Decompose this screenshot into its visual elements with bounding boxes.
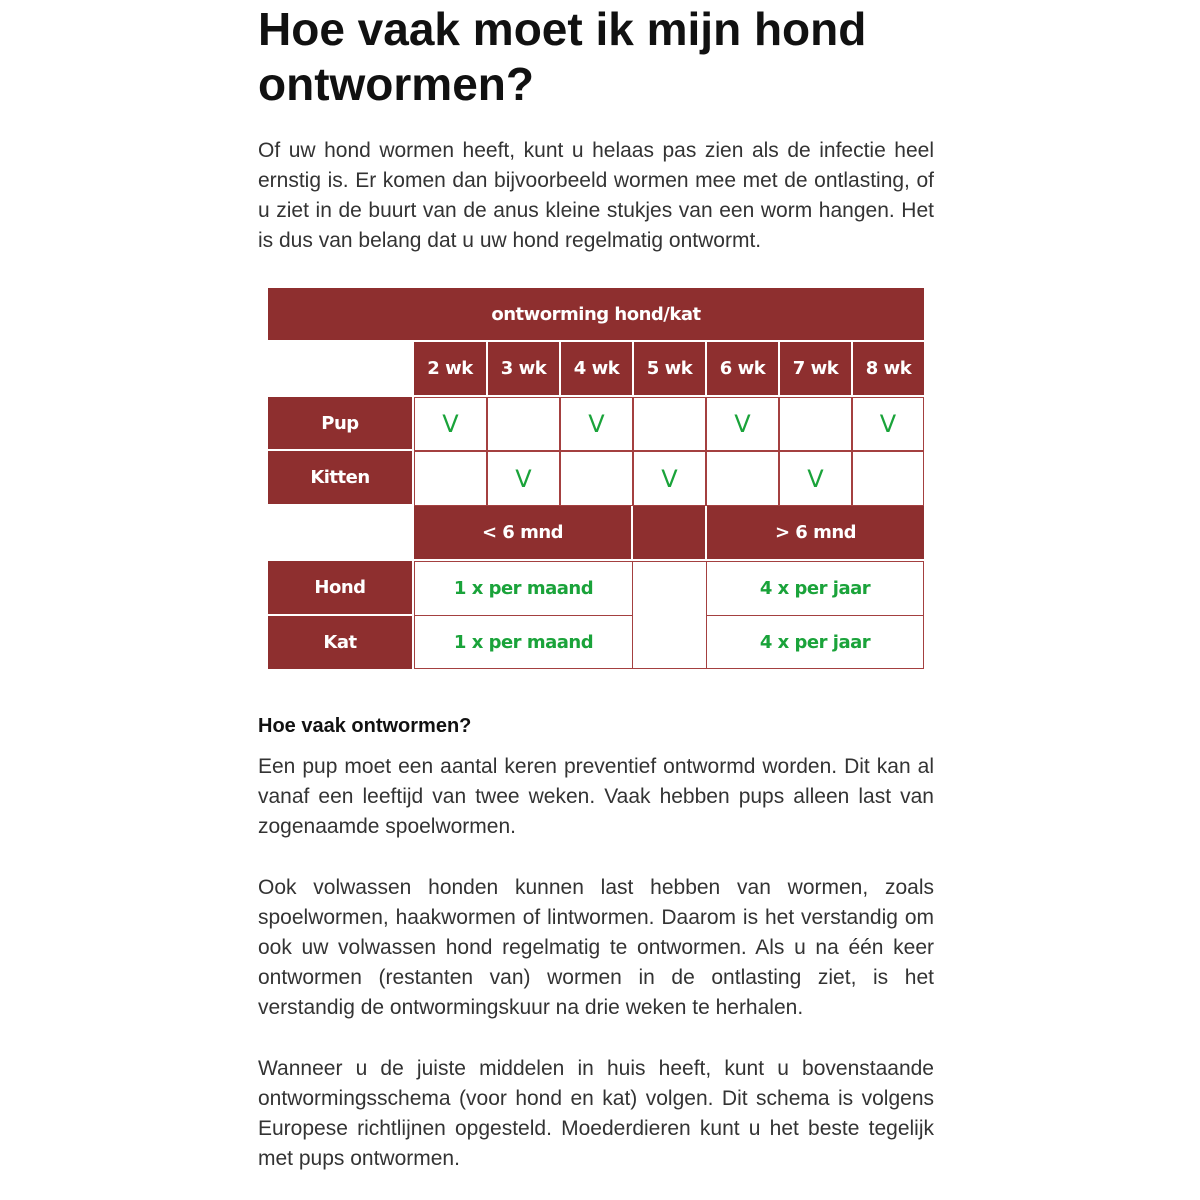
- frequency-cell: 1 x per maand: [414, 615, 633, 669]
- schedule-mark: [560, 451, 633, 506]
- schedule-mark: V: [852, 397, 924, 451]
- week-header: 3 wk: [488, 342, 559, 395]
- frequency-cell: 4 x per jaar: [706, 561, 924, 616]
- schedule-mark: [633, 397, 706, 451]
- row-label-kat: Kat: [268, 616, 412, 669]
- schedule-mark: [706, 451, 779, 506]
- empty-cell: [632, 561, 707, 669]
- body-paragraph: Ook volwassen honden kunnen last hebben van wormen, zoals spoelwormen, haakwormen of lintwormen. Daarom is het verstandig om ook uw volwassen hond regelmatig te ontwormen. Als u na één keer ontwormen (restanten van) wormen in de ontlasting ziet, is het verstandig de ontwormingskuur na drie weken te herhalen.: [258, 876, 934, 1019]
- schedule-mark: V: [633, 451, 706, 506]
- age-header-young: < 6 mnd: [414, 506, 631, 559]
- row-label-pup: Pup: [268, 397, 412, 449]
- age-header-adult: > 6 mnd: [707, 506, 924, 559]
- body-paragraph: Een pup moet een aantal keren preventief ontwormd worden. Dit kan al vanaf een leeftijd van twee weken. Vaak hebben pups alleen last van zogenaamde spoelwormen.: [258, 755, 934, 838]
- intro-paragraph: Of uw hond wormen heeft, kunt u helaas pas zien als de infectie heel ernstig is. Er komen dan bijvoorbeeld wormen mee met de ontlasting, of u ziet in de buurt van de anus kleine stukjes van een worm hangen. Het is dus van belang dat u uw hond regelmatig ontwormt.: [258, 139, 934, 252]
- week-header: 7 wk: [780, 342, 851, 395]
- schedule-mark: [852, 451, 924, 506]
- schedule-mark: V: [706, 397, 779, 451]
- schedule-mark: V: [487, 451, 560, 506]
- row-label-hond: Hond: [268, 561, 412, 614]
- frequency-cell: 4 x per jaar: [706, 615, 924, 669]
- page-title: Hoe vaak moet ik mijn hond ontwormen?: [258, 3, 867, 110]
- deworming-schedule-table: [268, 288, 924, 669]
- age-header-spacer: [633, 506, 705, 559]
- schedule-mark: [779, 397, 852, 451]
- row-label-kitten: Kitten: [268, 451, 412, 504]
- schedule-mark: [414, 451, 487, 506]
- week-header: 2 wk: [414, 342, 486, 395]
- schedule-mark: V: [414, 397, 487, 451]
- schedule-mark: V: [560, 397, 633, 451]
- table-title: ontworming hond/kat: [268, 288, 924, 340]
- week-header: 8 wk: [853, 342, 924, 395]
- body-paragraph: Wanneer u de juiste middelen in huis heeft, kunt u bovenstaande ontwormingsschema (voor hond en kat) volgen. Dit schema is volgens Europese richtlijnen opgesteld. Moederdieren kunt u het beste tegelijk met pups ontwormen.: [258, 1057, 934, 1170]
- section-heading: Hoe vaak ontwormen?: [258, 715, 472, 737]
- schedule-mark: [487, 397, 560, 451]
- week-header: 5 wk: [634, 342, 705, 395]
- week-header: 4 wk: [561, 342, 632, 395]
- frequency-cell: 1 x per maand: [414, 561, 633, 616]
- week-header: 6 wk: [707, 342, 778, 395]
- schedule-mark: V: [779, 451, 852, 506]
